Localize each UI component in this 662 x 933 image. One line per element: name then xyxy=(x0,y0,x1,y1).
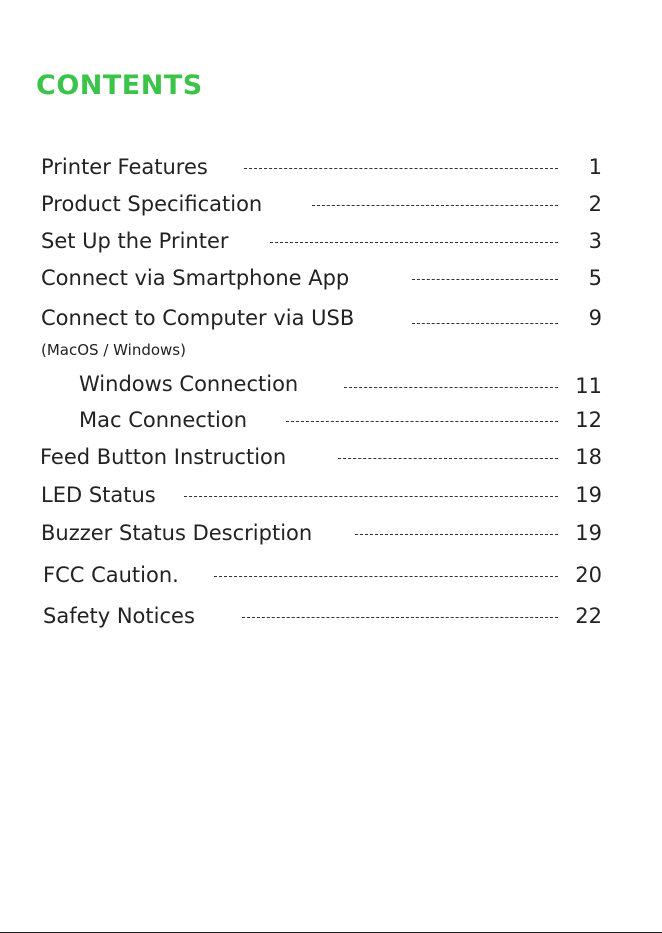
toc-leader xyxy=(242,617,558,618)
toc-leader xyxy=(270,242,558,243)
toc-entry-printer-features[interactable] xyxy=(0,152,662,182)
toc-entry-page: 18 xyxy=(575,445,602,469)
toc-leader xyxy=(412,323,558,324)
toc-entry-page: 1 xyxy=(588,155,602,179)
toc-entry-safety-notices[interactable] xyxy=(0,601,662,631)
toc-leader xyxy=(355,534,558,535)
toc-entry-title: Connect to Computer via USB xyxy=(41,306,355,330)
toc-entry-page: 20 xyxy=(575,563,602,587)
toc-leader xyxy=(184,496,558,497)
toc-entry-title: Mac Connection xyxy=(79,408,248,432)
toc-leader xyxy=(214,576,558,577)
toc-entry-title: FCC Caution. xyxy=(43,563,179,587)
toc-entry-smartphone-app[interactable] xyxy=(0,263,662,293)
toc-entry-title: Connect via Smartphone App xyxy=(41,266,350,290)
toc-entry-page: 19 xyxy=(575,521,602,545)
toc-entry-set-up-printer[interactable] xyxy=(0,226,662,256)
toc-entry-page: 22 xyxy=(575,604,602,628)
toc-entry-feed-button[interactable] xyxy=(0,442,662,472)
toc-entry-page: 11 xyxy=(575,374,602,398)
toc-entry-page: 2 xyxy=(588,192,602,216)
toc-entry-title: Feed Button Instruction xyxy=(40,445,287,469)
toc-entry-subtitle: (MacOS / Windows) xyxy=(41,341,186,359)
toc-leader xyxy=(338,458,558,459)
toc-entry-mac-connection[interactable] xyxy=(0,405,662,435)
toc-entry-title: Buzzer Status Description xyxy=(41,521,313,545)
toc-entry-fcc-caution[interactable] xyxy=(0,560,662,590)
toc-leader xyxy=(244,168,558,169)
toc-entry-title: Product Specification xyxy=(41,192,263,216)
toc-entry-product-specification[interactable] xyxy=(0,189,662,219)
toc-entry-title: Windows Connection xyxy=(79,372,299,396)
toc-leader xyxy=(344,387,558,388)
toc-entry-computer-usb[interactable] xyxy=(0,303,662,333)
toc-leader xyxy=(312,205,558,206)
toc-entry-title: Set Up the Printer xyxy=(41,229,229,253)
toc-entry-led-status[interactable] xyxy=(0,480,662,510)
toc-entry-page: 12 xyxy=(575,408,602,432)
toc-entry-page: 19 xyxy=(575,483,602,507)
toc-entry-page: 9 xyxy=(588,306,602,330)
toc-entry-title: Printer Features xyxy=(41,155,208,179)
toc-entry-title: LED Status xyxy=(41,483,156,507)
page-title: CONTENTS xyxy=(36,70,203,101)
toc-entry-windows-connection[interactable] xyxy=(0,369,662,399)
toc-leader xyxy=(286,421,558,422)
toc-entry-page: 5 xyxy=(588,266,602,290)
toc-leader xyxy=(412,279,558,280)
toc-entry-page: 3 xyxy=(588,229,602,253)
toc-entry-title: Safety Notices xyxy=(43,604,195,628)
toc-entry-buzzer-status[interactable] xyxy=(0,518,662,548)
